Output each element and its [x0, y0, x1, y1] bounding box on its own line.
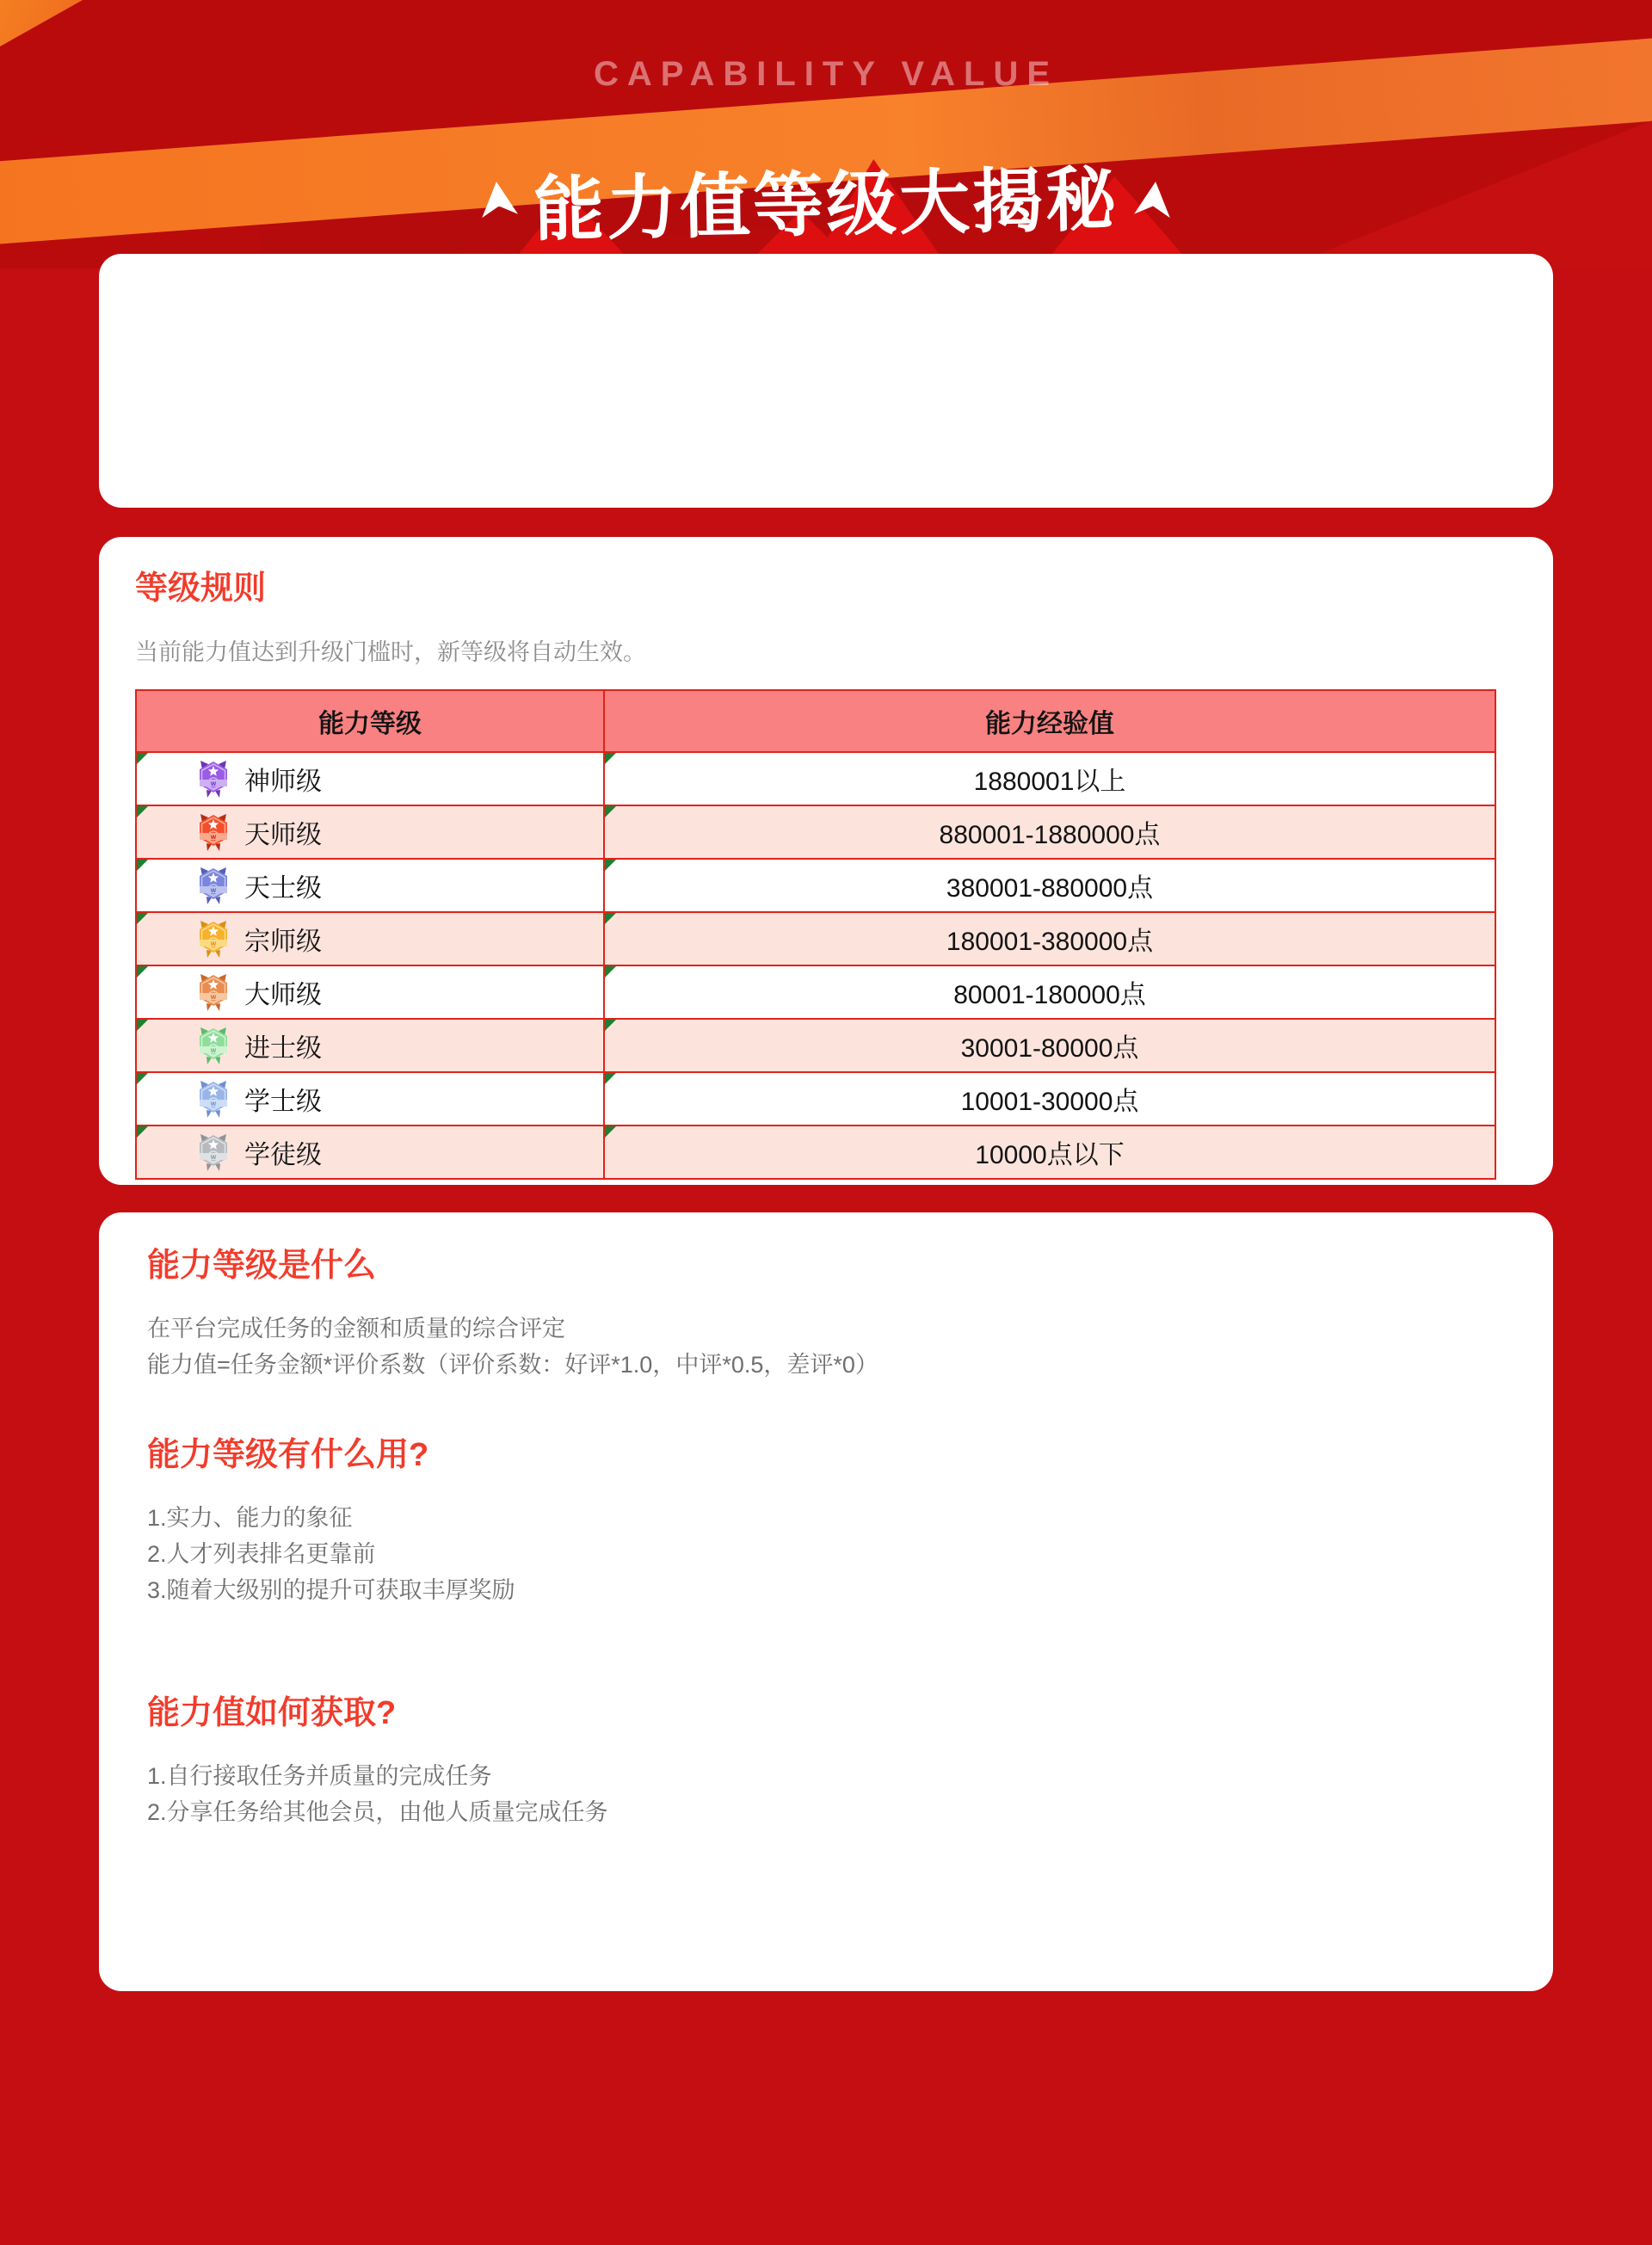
level-badge-icon — [196, 812, 231, 852]
level-cell — [136, 859, 604, 912]
svg-text:w: w — [210, 1046, 217, 1054]
level-name: 天士级 — [244, 874, 322, 903]
column-header-exp: 能力经验值 — [604, 690, 1495, 752]
exp-range-cell: 10001-30000点 — [604, 1072, 1495, 1126]
level-badge-icon — [196, 866, 231, 905]
level-name: 学徒级 — [244, 1141, 322, 1169]
exp-range-cell: 10000点以下 — [604, 1126, 1495, 1179]
level-cell — [136, 1072, 604, 1126]
level-name: 进士级 — [244, 1034, 322, 1063]
table-row — [136, 912, 1495, 965]
body-line: 2.人才列表排名更靠前 — [147, 1541, 376, 1567]
level-badge-icon — [196, 1026, 231, 1065]
level-badge-icon — [196, 1132, 231, 1172]
level-name: 宗师级 — [244, 928, 322, 956]
hero-card — [99, 254, 1553, 508]
level-cell — [136, 752, 604, 805]
header-eyebrow: CAPABILITY VALUE — [593, 55, 1059, 93]
table-row — [136, 965, 1495, 1019]
exp-range-cell: 1880001以上 — [604, 752, 1495, 805]
rules-heading: 等级规则 — [135, 571, 267, 607]
section-heading-what: 能力等级是什么 — [147, 1248, 377, 1284]
rules-intro-text: 当前能力值达到升级门槛时，新等级将自动生效。 — [135, 639, 646, 665]
exp-range-cell: 180001-380000点 — [604, 912, 1495, 965]
table-row — [136, 1072, 1495, 1126]
table-row — [136, 805, 1495, 859]
section-heading-obtain: 能力值如何获取? — [147, 1695, 397, 1731]
level-badge-icon — [196, 972, 231, 1012]
body-line: 2.分享任务给其他会员，由他人质量完成任务 — [147, 1799, 608, 1825]
section-body-what — [147, 1311, 1505, 1383]
level-cell — [136, 1019, 604, 1072]
table-row — [136, 752, 1495, 805]
svg-text:w: w — [210, 1100, 217, 1107]
levels-table — [135, 689, 1496, 1180]
column-header-level: 能力等级 — [136, 690, 604, 752]
section-body-obtain — [147, 1758, 1505, 1830]
rules-card — [99, 537, 1553, 1185]
level-badge-icon — [196, 759, 231, 799]
level-cell — [136, 805, 604, 859]
level-name: 神师级 — [244, 768, 322, 796]
section-body-use — [147, 1500, 1505, 1608]
table-row — [136, 1126, 1495, 1179]
level-badge-icon — [196, 1079, 231, 1119]
svg-text:w: w — [210, 780, 217, 787]
level-badge-icon — [196, 919, 231, 959]
body-line: 能力值=任务金额*评价系数（评价系数：好评*1.0，中评*0.5，差评*0） — [147, 1352, 878, 1378]
body-line: 1.实力、能力的象征 — [147, 1505, 353, 1531]
table-header-row — [136, 690, 1495, 752]
level-name: 大师级 — [244, 981, 322, 1009]
level-cell — [136, 1126, 604, 1179]
exp-range-cell: 30001-80000点 — [604, 1019, 1495, 1072]
table-row — [136, 859, 1495, 912]
info-card — [99, 1212, 1553, 1991]
svg-text:w: w — [210, 1153, 217, 1161]
paper-plane-icon — [1132, 179, 1175, 219]
body-line: 在平台完成任务的金额和质量的综合评定 — [147, 1316, 565, 1341]
svg-text:w: w — [210, 993, 217, 1001]
body-line: 3.随着大级别的提升可获取丰厚奖励 — [147, 1577, 515, 1603]
table-row — [136, 1019, 1495, 1072]
paper-plane-icon — [477, 179, 520, 219]
level-name: 学士级 — [244, 1088, 322, 1116]
body-line: 1.自行接取任务并质量的完成任务 — [147, 1763, 492, 1789]
svg-text:w: w — [210, 833, 217, 841]
level-cell — [136, 912, 604, 965]
svg-text:w: w — [210, 940, 217, 947]
level-cell — [136, 965, 604, 1019]
exp-range-cell: 380001-880000点 — [604, 859, 1495, 912]
level-name: 天师级 — [244, 821, 322, 849]
svg-text:w: w — [210, 886, 217, 894]
exp-range-cell: 80001-180000点 — [604, 965, 1495, 1019]
page-title: 能力值等级大揭秘 — [533, 161, 1119, 250]
section-heading-use: 能力等级有什么用? — [147, 1437, 429, 1473]
exp-range-cell: 880001-1880000点 — [604, 805, 1495, 859]
